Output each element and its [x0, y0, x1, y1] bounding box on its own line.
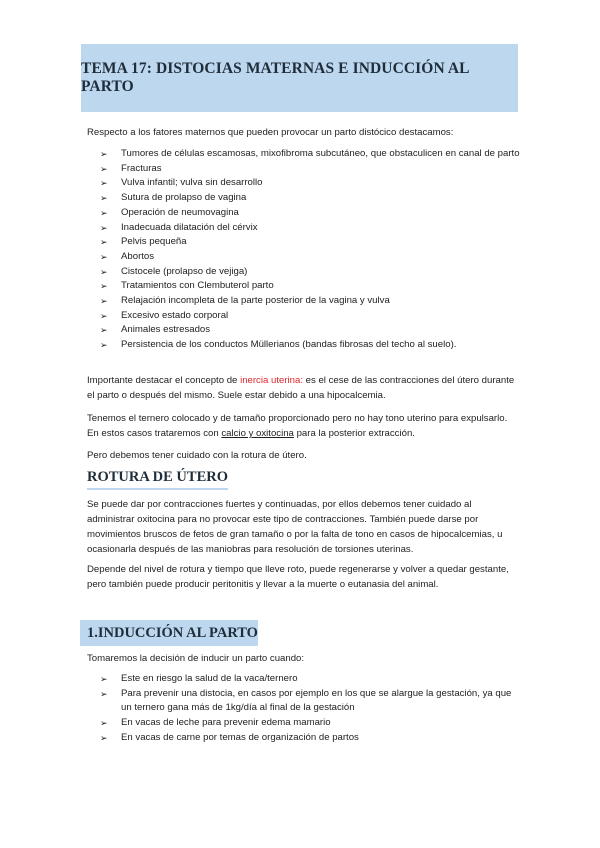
induccion-intro: Tomaremos la decisión de inducir un parto cuando:: [87, 653, 305, 664]
list-item: [100, 235, 520, 250]
arrowhead-bullet-icon: ➢: [100, 163, 108, 174]
list-item: [100, 672, 520, 687]
rotura-warning: Pero debemos tener cuidado con la rotura de útero.: [87, 450, 307, 461]
list-item-text: Abortos: [121, 250, 155, 262]
arrowhead-bullet-icon: ➢: [100, 251, 108, 262]
list-item-text: En vacas de carne por temas de organización de partos: [121, 731, 359, 743]
list-item-text: Persistencia de los conductos Müllerianos (bandas fibrosas del techo al suelo).: [121, 339, 457, 351]
list-item-text: Sutura de prolapso de vagina: [121, 192, 247, 204]
list-item-text: En vacas de leche para prevenir edema mamario: [121, 717, 331, 729]
arrowhead-bullet-icon: ➢: [100, 149, 108, 159]
list-item: [100, 294, 520, 309]
list-item-text: Vulva infantil; vulva sin desarrollo: [121, 177, 263, 189]
list-item: [100, 716, 520, 731]
ternero-text-before: Tenemos el ternero colocado y de tamaño proporcionado pero no hay tono uterino para expulsarlo. En estos casos trataremos con: [87, 413, 508, 439]
rotura-paragraph-1: Se puede dar por contracciones fuertes y continuadas, por ellos debemos tener cuidado al administrar oxitocina para no provocar este tipo de contracciones. También puede darse por movimientos bruscos de fetos de gran tamaño o por la falta de tono en casos de hipocalcemias, u ocasionarla después de las maniobras para resolución de torsiones uterinas.: [87, 499, 503, 555]
arrowhead-bullet-icon: ➢: [100, 266, 108, 277]
list-item-text: Para prevenir una distocia, en casos por ejemplo en los que se alargue la gestación, ya que un ternero gana más de 1kg/día al final de la gestación: [121, 687, 512, 714]
list-item-text: Este en riesgo la salud de la vaca/ternero: [121, 673, 298, 684]
arrowhead-bullet-icon: ➢: [100, 325, 108, 336]
arrowhead-bullet-icon: ➢: [100, 340, 108, 351]
arrowhead-bullet-icon: ➢: [100, 237, 108, 248]
rotura-heading: ROTURA DE ÚTERO: [87, 469, 228, 490]
list-item: [100, 265, 520, 280]
list-item-text: Cistocele (prolapso de vejiga): [121, 265, 248, 277]
list-item-text: Pelvis pequeña: [121, 236, 187, 248]
inercia-text-after: es el cese de las contracciones del útero durante el parto o después del mismo. Suele estar debido a una hipocalcemia.: [87, 375, 515, 401]
list-item: [100, 162, 520, 177]
list-item-text: Excesivo estado corporal: [121, 309, 229, 321]
list-item-text: Relajación incompleta de la parte posterior de la vagina y vulva: [121, 295, 390, 307]
list-item: [100, 687, 520, 716]
list-item: [100, 338, 520, 353]
list-item: [100, 191, 520, 206]
list-item: [100, 206, 520, 221]
arrowhead-bullet-icon: ➢: [100, 688, 108, 699]
list-item-text: Animales estresados: [121, 324, 211, 336]
induccion-list: [100, 672, 520, 746]
factors-list: [100, 147, 520, 353]
list-item: [100, 250, 520, 265]
inercia-text-before: Importante destacar el concepto de: [87, 375, 241, 386]
ternero-paragraph: [87, 411, 519, 441]
arrowhead-bullet-icon: ➢: [100, 178, 108, 189]
list-item: [100, 731, 520, 746]
arrowhead-bullet-icon: ➢: [100, 193, 108, 204]
list-item-text: Tumores de células escamosas, mixofibroma subcutáneo, que obstaculicen en canal de parto: [121, 148, 520, 159]
inercia-paragraph: [87, 373, 519, 403]
induccion-heading: 1.INDUCCIÓN AL PARTO: [87, 624, 258, 641]
arrowhead-bullet-icon: ➢: [100, 718, 108, 729]
arrowhead-bullet-icon: ➢: [100, 207, 108, 218]
induccion-heading-box: [80, 620, 258, 646]
rotura-paragraph-2: Depende del nivel de rotura y tiempo que lleve roto, puede regenerarse y volver a quedar gestante, pero también puede producir peritonitis y llevar a la muerte o eutanasia del animal.: [87, 564, 509, 590]
inercia-term: inercia uterina:: [240, 375, 303, 386]
list-item-text: Fracturas: [121, 162, 162, 174]
intro-paragraph: Respecto a los fatores maternos que pueden provocar un parto distócico destacamos:: [87, 127, 454, 138]
ternero-text-after: para la posterior extracción.: [293, 428, 415, 439]
list-item: [100, 323, 520, 338]
list-item: [100, 309, 520, 324]
arrowhead-bullet-icon: ➢: [100, 674, 108, 684]
title-banner: [81, 44, 518, 112]
list-item: [100, 147, 520, 162]
list-item: [100, 279, 520, 294]
arrowhead-bullet-icon: ➢: [100, 310, 108, 321]
list-item-text: Inadecuada dilatación del cérvix: [121, 221, 258, 233]
list-item: [100, 221, 520, 236]
list-item: [100, 176, 520, 191]
arrowhead-bullet-icon: ➢: [100, 732, 108, 743]
page-title: TEMA 17: DISTOCIAS MATERNAS E INDUCCIÓN AL PARTO: [81, 60, 469, 95]
list-item-text: Operación de neumovagina: [121, 206, 239, 218]
arrowhead-bullet-icon: ➢: [100, 296, 108, 307]
calcio-oxitocina-underlined: calcio y oxitocina: [221, 428, 294, 439]
arrowhead-bullet-icon: ➢: [100, 222, 108, 233]
list-item-text: Tratamientos con Clembuterol parto: [121, 280, 274, 292]
arrowhead-bullet-icon: ➢: [100, 281, 108, 292]
